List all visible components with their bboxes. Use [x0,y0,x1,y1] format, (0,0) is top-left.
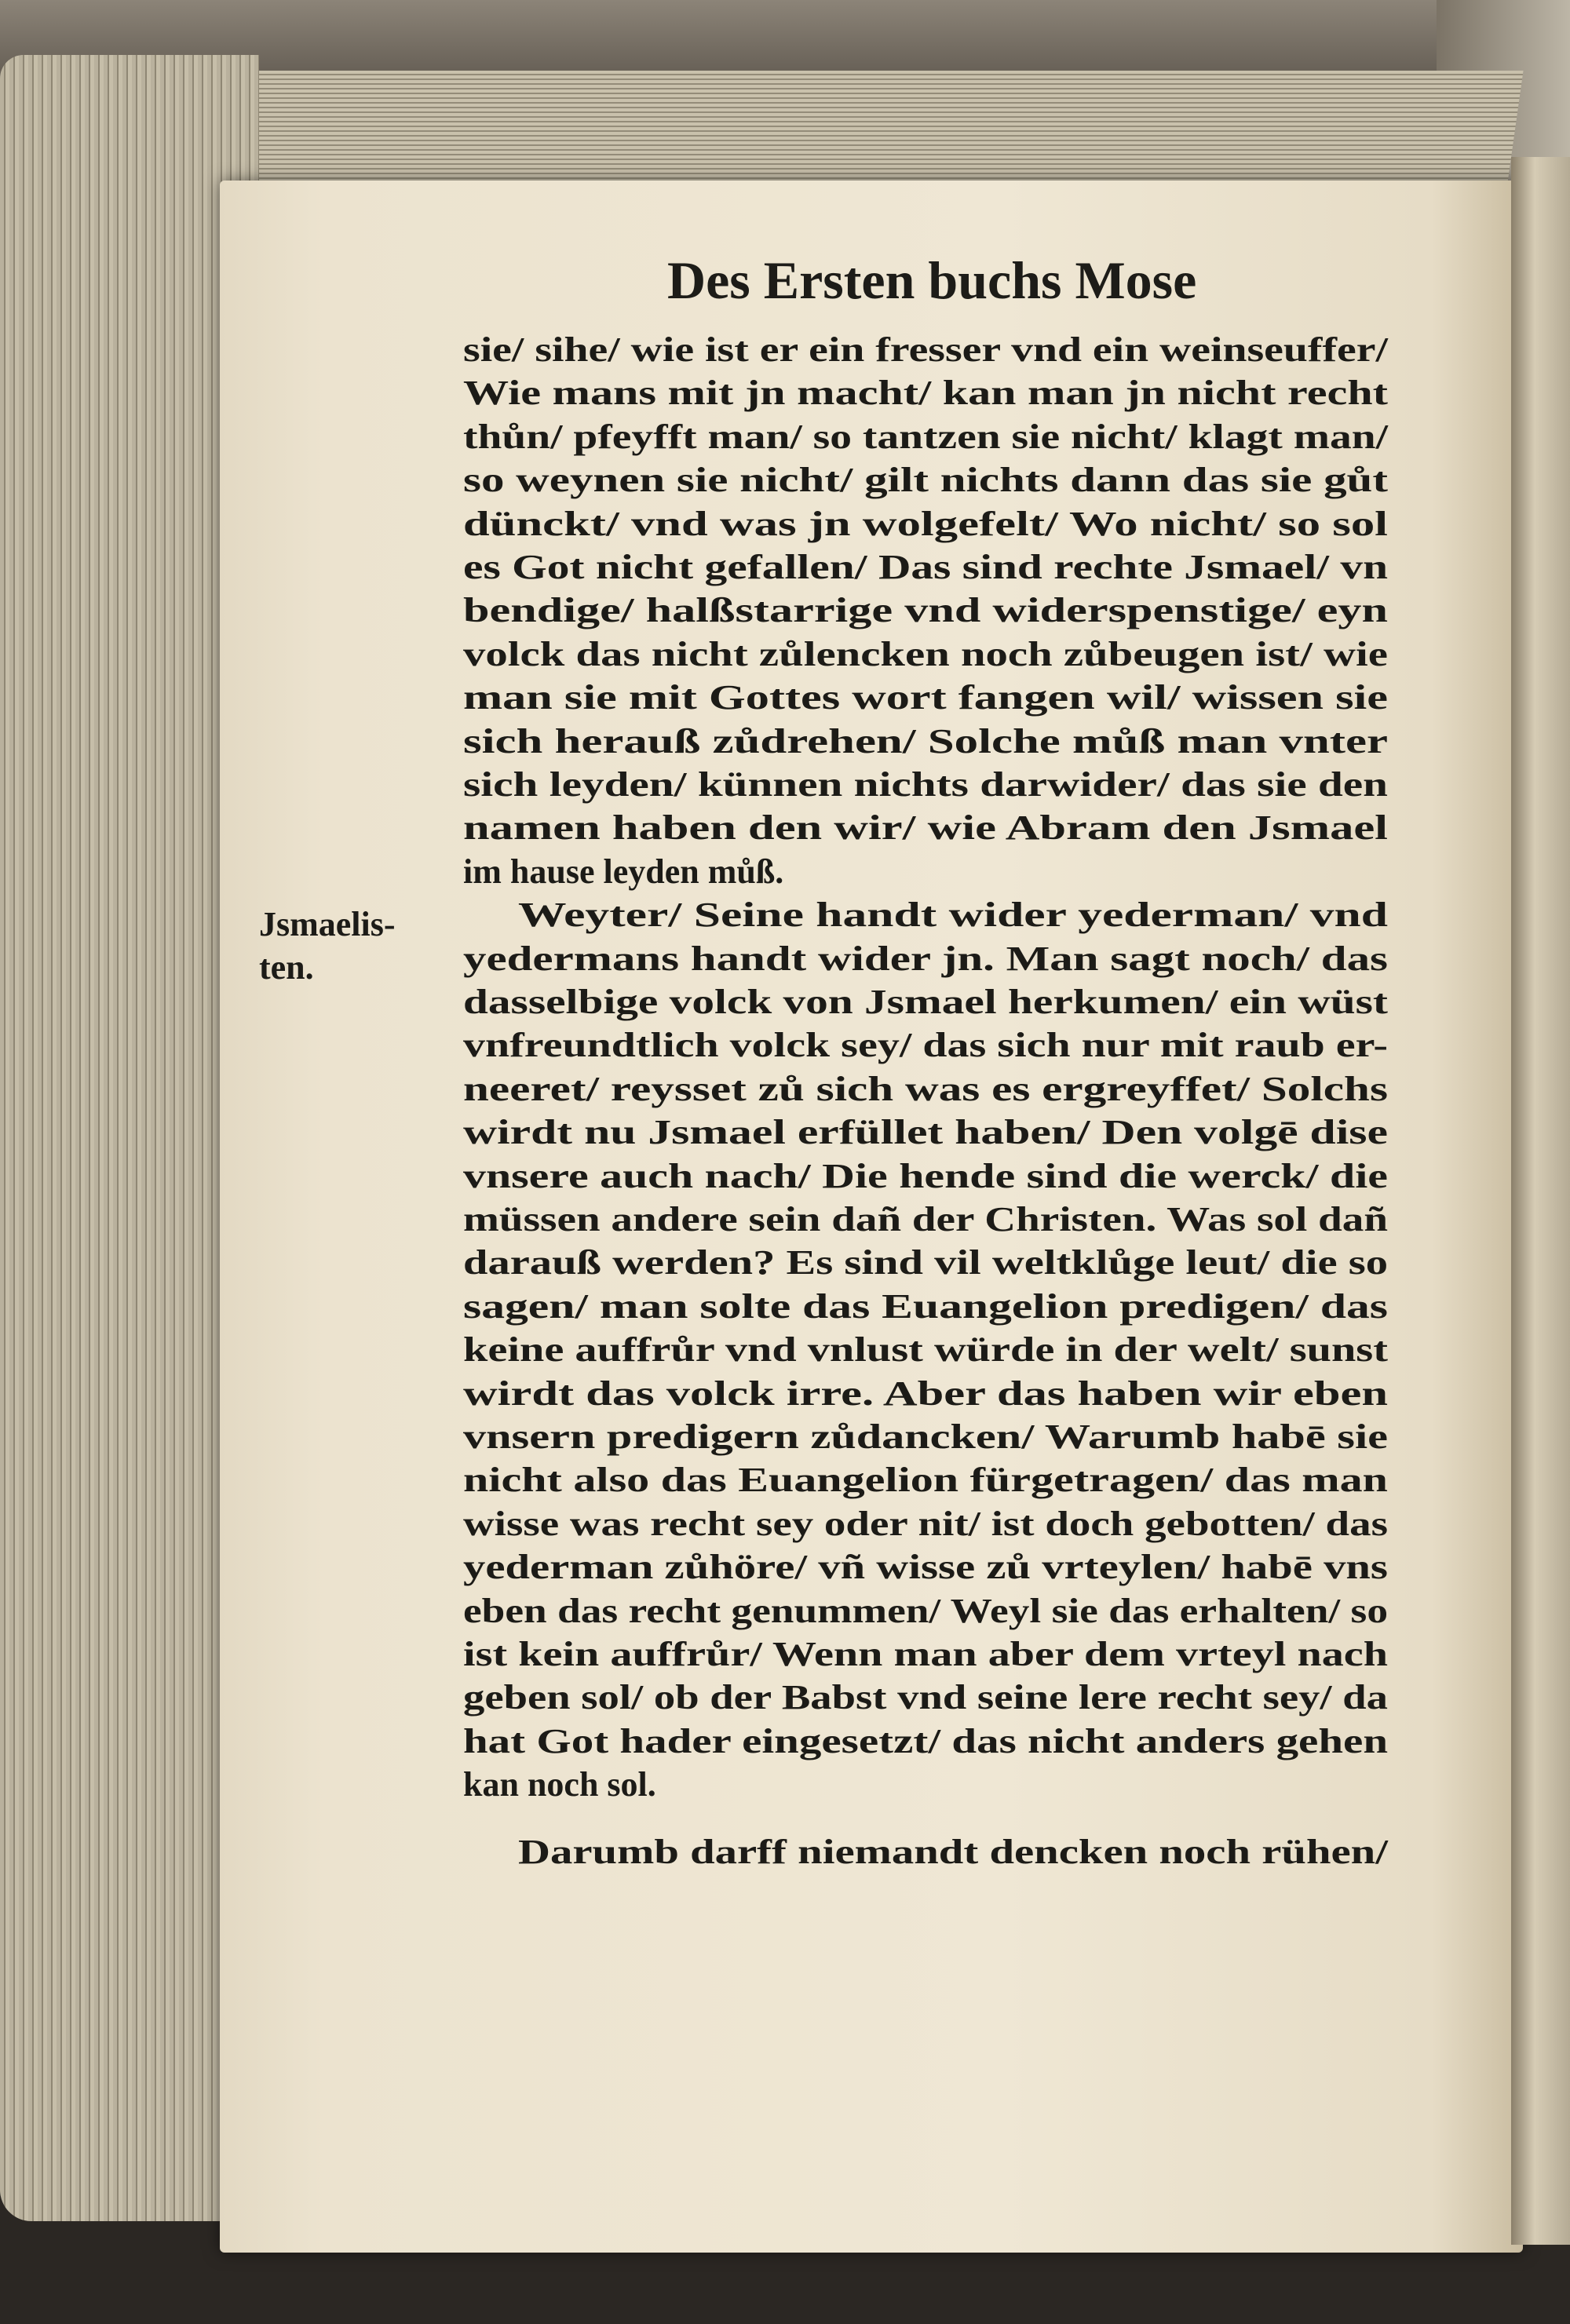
text-line: wirdt nu Jsmael erfüllet haben/ Den volgē dise [463,1113,1388,1152]
text-line: Wie mans mit jn macht/ kan man jn nicht recht [463,374,1388,413]
text-line: thůn/ pfeyfft man/ so tantzen sie nicht/ klagt man/ [463,417,1388,456]
text-line: darauß werden? Es sind vil weltklůge leut/ die so [463,1243,1388,1282]
text-line: eben das recht genummen/ Weyl sie das erhalten/ so [463,1591,1388,1630]
text-line: Darumb darff niemandt dencken noch rühen/ [518,1832,1388,1871]
text-line: es Got nicht gefallen/ Das sind rechte Jsmael/ vn [463,548,1388,586]
text-line: sich herauß zůdrehen/ Solche můß man vnter [463,721,1388,761]
running-head: Des Ersten buchs Mose [667,250,1197,310]
text-line: nicht also das Euangelion fürgetragen/ das man [463,1461,1388,1500]
text-line: hat Got hader eingesetzt/ das nicht anders gehen [463,1721,1388,1760]
text-line: neeret/ reysset zů sich was es ergreyffet/ Solchs [463,1069,1388,1108]
text-line: bendige/ halßstarrige vnd widerspenstige/ eyn [463,591,1388,630]
text-line: sie/ sihe/ wie ist er ein fresser vnd ein weinseuffer/ [463,330,1388,369]
text-line: yedermans handt wider jn. Man sagt noch/ das [463,939,1388,978]
text-line: wisse was recht sey oder nit/ ist doch gebotten/ das [463,1504,1388,1543]
text-line: kan noch sol. [463,1765,656,1804]
text-line: namen haben den wir/ wie Abram den Jsmael [463,808,1388,848]
margin-note [259,903,396,989]
margin-note-line: ten. [259,948,314,987]
text-line: Weyter/ Seine handt wider yederman/ vnd [518,896,1388,935]
text-line: ist kein auffrůr/ Wenn man aber dem vrteyl nach [463,1635,1388,1673]
text-line: sagen/ man solte das Euangelion predigen/ das [463,1286,1388,1326]
text-line: vnsern predigern zůdancken/ Warumb habē sie [463,1417,1388,1456]
margin-note-line: Jsmaelis- [259,905,396,943]
text-line: im hause leyden můß. [463,852,784,891]
text-line: keine auffrůr vnd vnlust würde in der welt/ sunst [463,1330,1388,1370]
text-line: geben sol/ ob der Babst vnd seine lere recht sey/ da [463,1678,1388,1717]
text-line: yederman zůhöre/ vñ wisse zů vrteylen/ habē vns [463,1548,1388,1587]
text-line: vnsere auch nach/ Die hende sind die werck/ die [463,1156,1388,1195]
text-line: sich leyden/ künnen nichts darwider/ das sie den [463,765,1388,804]
text-line: wirdt das volck irre. Aber das haben wir eben [463,1374,1388,1413]
text-line: müssen andere sein dañ der Christen. Was sol dañ [463,1200,1388,1239]
text-line: so weynen sie nicht/ gilt nichts dann das sie gůt [463,461,1388,500]
book-gutter [1511,157,1570,2245]
text-line: vnfreundtlich volck sey/ das sich nur mit raub er- [463,1026,1388,1065]
text-line: volck das nicht zůlencken noch zůbeugen ist/ wie [463,634,1388,673]
text-line: dasselbige volck von Jsmael herkumen/ ein wüst [463,983,1388,1021]
text-line: dünckt/ vnd was jn wolgefelt/ Wo nicht/ so sol [463,504,1388,543]
text-line: man sie mit Gottes wort fangen wil/ wissen sie [463,678,1388,717]
